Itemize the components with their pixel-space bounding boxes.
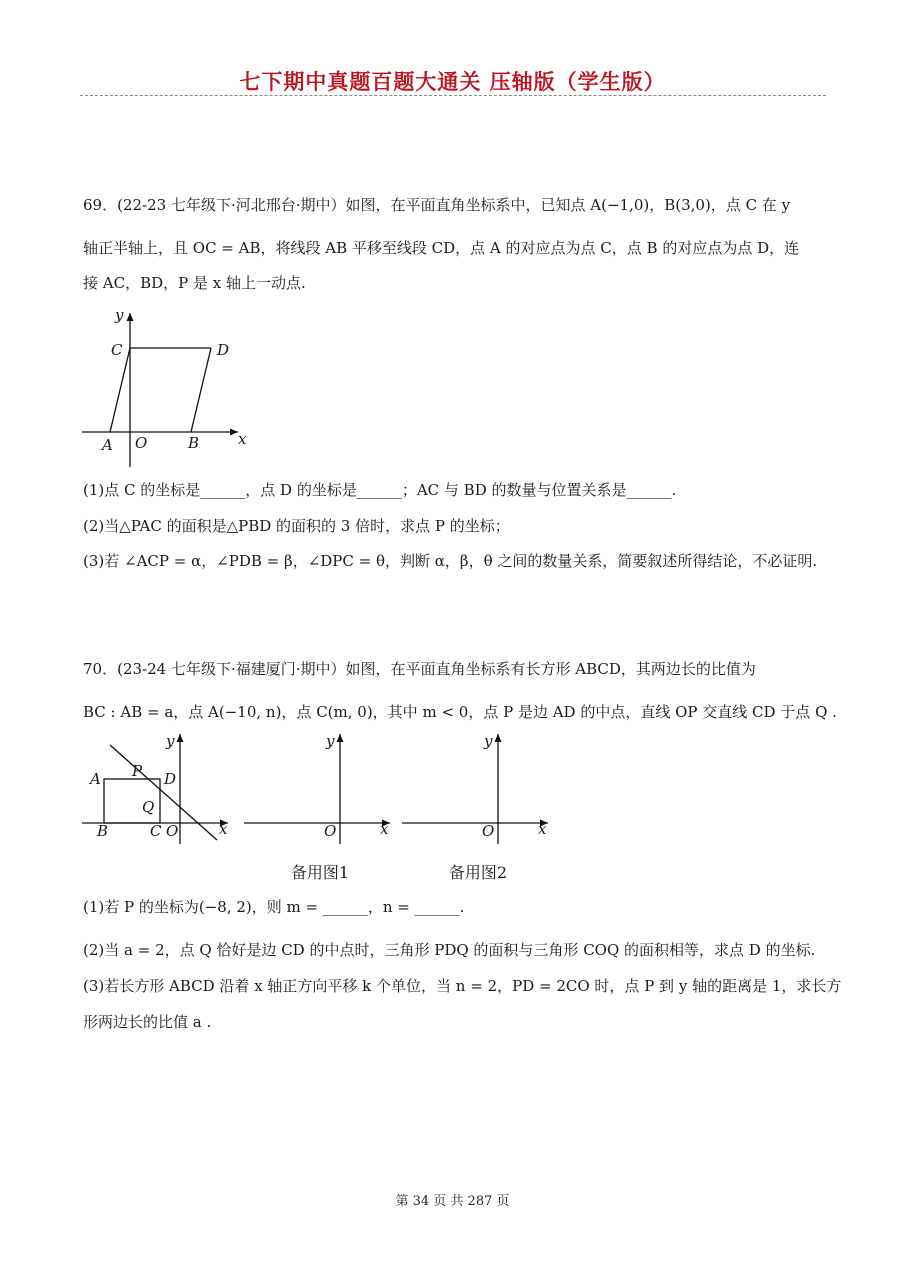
q69-line2: 轴正半轴上，且 OC = AB，将线段 AB 平移至线段 CD，点 A 的对应点为点 C，点 B 的对应点为点 D，连 (83, 239, 800, 257)
spare1-label-y: y (326, 732, 335, 750)
q69-label-y: y (115, 306, 124, 324)
q70-line-OP (110, 745, 217, 840)
q70-label-D: D (164, 770, 177, 788)
q69-line3: 接 AC，BD，P 是 x 轴上一动点. (83, 274, 306, 292)
q70-label-Q: Q (142, 798, 155, 816)
q69-label-O: O (135, 434, 148, 452)
q69-y-axis-arrow (127, 313, 134, 321)
header-divider (80, 95, 826, 96)
page-number: 第 34 页 共 287 页 (395, 1194, 510, 1209)
spare1-label-x: x (380, 820, 389, 838)
q70-label-x: x (219, 820, 228, 838)
q70-line1: 70．(23-24 七年级下·福建厦门·期中）如图，在平面直角坐标系有长方形 ABCD，其两边长的比值为 (83, 660, 756, 678)
q69-x-axis-arrow (230, 429, 238, 436)
q69-label-B: B (188, 434, 200, 452)
q70-label-O: O (166, 822, 179, 840)
spare2-label-O: O (482, 822, 495, 840)
q70-label-A: A (90, 770, 101, 788)
q70-sub2: (2)当 a = 2，点 Q 恰好是边 CD 的中点时，三角形 PDQ 的面积与三角形 COQ 的面积相等，求点 D 的坐标. (83, 941, 816, 959)
q69-label-D: D (217, 341, 230, 359)
q70-sub3-line2: 形两边长的比值 a . (83, 1013, 212, 1031)
q70-line2: BC : AB = a，点 A(−10, n)，点 C(m, 0)，其中 m < 0，点 P 是边 AD 的中点，直线 OP 交直线 CD 于点 Q . (83, 703, 837, 721)
spare1-caption: 备用图1 (290, 863, 350, 882)
q70-spare-figure-1 (240, 730, 398, 846)
spare2-y-axis-arrow (495, 734, 502, 742)
q70-label-y: y (166, 732, 175, 750)
q69-sub1: (1)点 C 的坐标是______，点 D 的坐标是______；AC 与 BD 的数量与位置关系是______. (83, 481, 677, 499)
q69-label-A: A (102, 436, 113, 454)
q70-main-figure (78, 730, 236, 846)
q70-label-C: C (150, 822, 162, 840)
q70-sub3-line1: (3)若长方形 ABCD 沿着 x 轴正方向平移 k 个单位，当 n = 2，PD = 2CO 时，点 P 到 y 轴的距离是 1，求长方 (83, 977, 842, 995)
q70-label-P: P (132, 762, 143, 780)
spare2-caption: 备用图2 (448, 863, 508, 882)
q69-segment-AC (110, 348, 130, 432)
q70-y-axis-arrow (177, 734, 184, 742)
q69-sub3: (3)若 ∠ACP = α，∠PDB = β，∠DPC = θ，判断 α，β，θ 之间的数量关系，简要叙述所得结论，不必证明. (83, 552, 818, 570)
q70-spare-figure-2 (398, 730, 556, 846)
q69-line1: 69．(22-23 七年级下·河北邢台·期中）如图，在平面直角坐标系中，已知点 A(−1,0)，B(3,0)，点 C 在 y (83, 196, 791, 214)
spare1-y-axis-arrow (337, 734, 344, 742)
q69-label-x: x (238, 430, 247, 448)
spare2-label-y: y (484, 732, 493, 750)
q69-figure (78, 305, 248, 475)
q69-label-C: C (111, 341, 123, 359)
page-header-title: 七下期中真题百题大通关 压轴版（学生版） (239, 70, 666, 94)
q70-sub1: (1)若 P 的坐标为(−8, 2)，则 m = ______，n = ______. (83, 898, 465, 916)
spare2-label-x: x (538, 820, 547, 838)
q70-label-B: B (97, 822, 109, 840)
q69-segment-BD (191, 348, 211, 432)
spare1-label-O: O (324, 822, 337, 840)
q69-sub2: (2)当△PAC 的面积是△PBD 的面积的 3 倍时，求点 P 的坐标； (83, 517, 510, 535)
